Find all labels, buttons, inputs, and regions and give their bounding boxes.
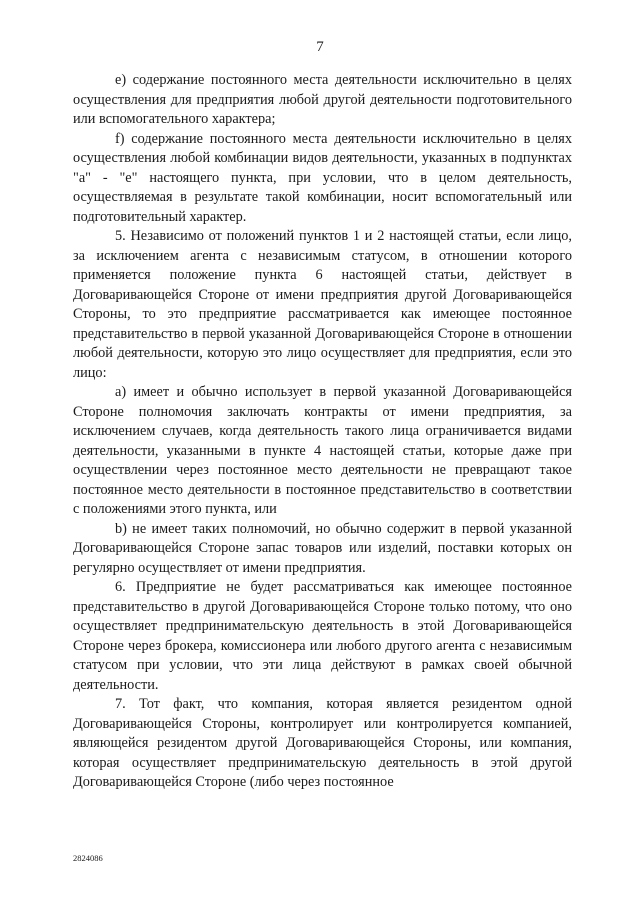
paragraph-e: e) содержание постоянного места деятельности исключительно в целях осуществления для предприятия любой другой деятельности подготовительного или вспомогательного характера; (73, 72, 572, 127)
page-number: 7 (316, 39, 324, 55)
paragraph-5: 5. Независимо от положений пунктов 1 и 2 настоящей статьи, если лицо, за исключением агента с независимым статусом, в отношении которого применяется положение пункта 6 настоящей статьи, действует в Договаривающейся Стороне от имени предприятия другой Договаривающейся Стороны, то это предприятие рассматривается как имеющее постоянное представительство в первой указанной Договаривающейся Стороне в отношении любой деятельности, которую это лицо осуществляет для предприятия, если это лицо: (73, 228, 572, 381)
paragraph-5a: a) имеет и обычно использует в первой указанной Договаривающейся Стороне полномочия заключать контракты от имени предприятия, за исключением случаев, когда деятельность такого лица ограничивается видами деятельности, указанными в пункте 4 настоящей статьи, которые даже при осуществлении через постоянное место деятельности не превращают такое постоянное место деятельности в постоянное представительство в соответствии с положениями этого пункта, или (73, 384, 572, 517)
document-id: 2824086 (73, 853, 103, 863)
paragraph-6: 6. Предприятие не будет рассматриваться как имеющее постоянное представительство в другой Договаривающейся Стороне только потому, что оно осуществляет предпринимательскую деятельность в этой Договаривающейся Стороне через брокера, комиссионера или любого другого агента с независимым статусом при условии, что эти лица действуют в рамках своей обычной деятельности. (73, 579, 572, 693)
paragraph-5b: b) не имеет таких полномочий, но обычно содержит в первой указанной Договаривающейся Стороне запас товаров или изделий, поставки которых он регулярно осуществляет от имени предприятия. (73, 520, 572, 576)
paragraph-f: f) содержание постоянного места деятельности исключительно в целях осуществления любой комбинации видов деятельности, указанных в подпунктах "a" - "e" настоящего пункта, при условии, что в целом деятельность, осуществляемая в результате такой комбинации, носит вспомогательный или подготовительный характер. (73, 130, 572, 225)
paragraph-7: 7. Тот факт, что компания, которая является резидентом одной Договаривающейся Стороны, контролирует или контролируется компанией, являющейся резидентом другой Договаривающейся Стороны, или компания, которая осуществляет предпринимательскую деятельность в этой другой Договаривающейся Стороне (либо через постоянное (73, 696, 572, 790)
document-body (73, 71, 572, 793)
